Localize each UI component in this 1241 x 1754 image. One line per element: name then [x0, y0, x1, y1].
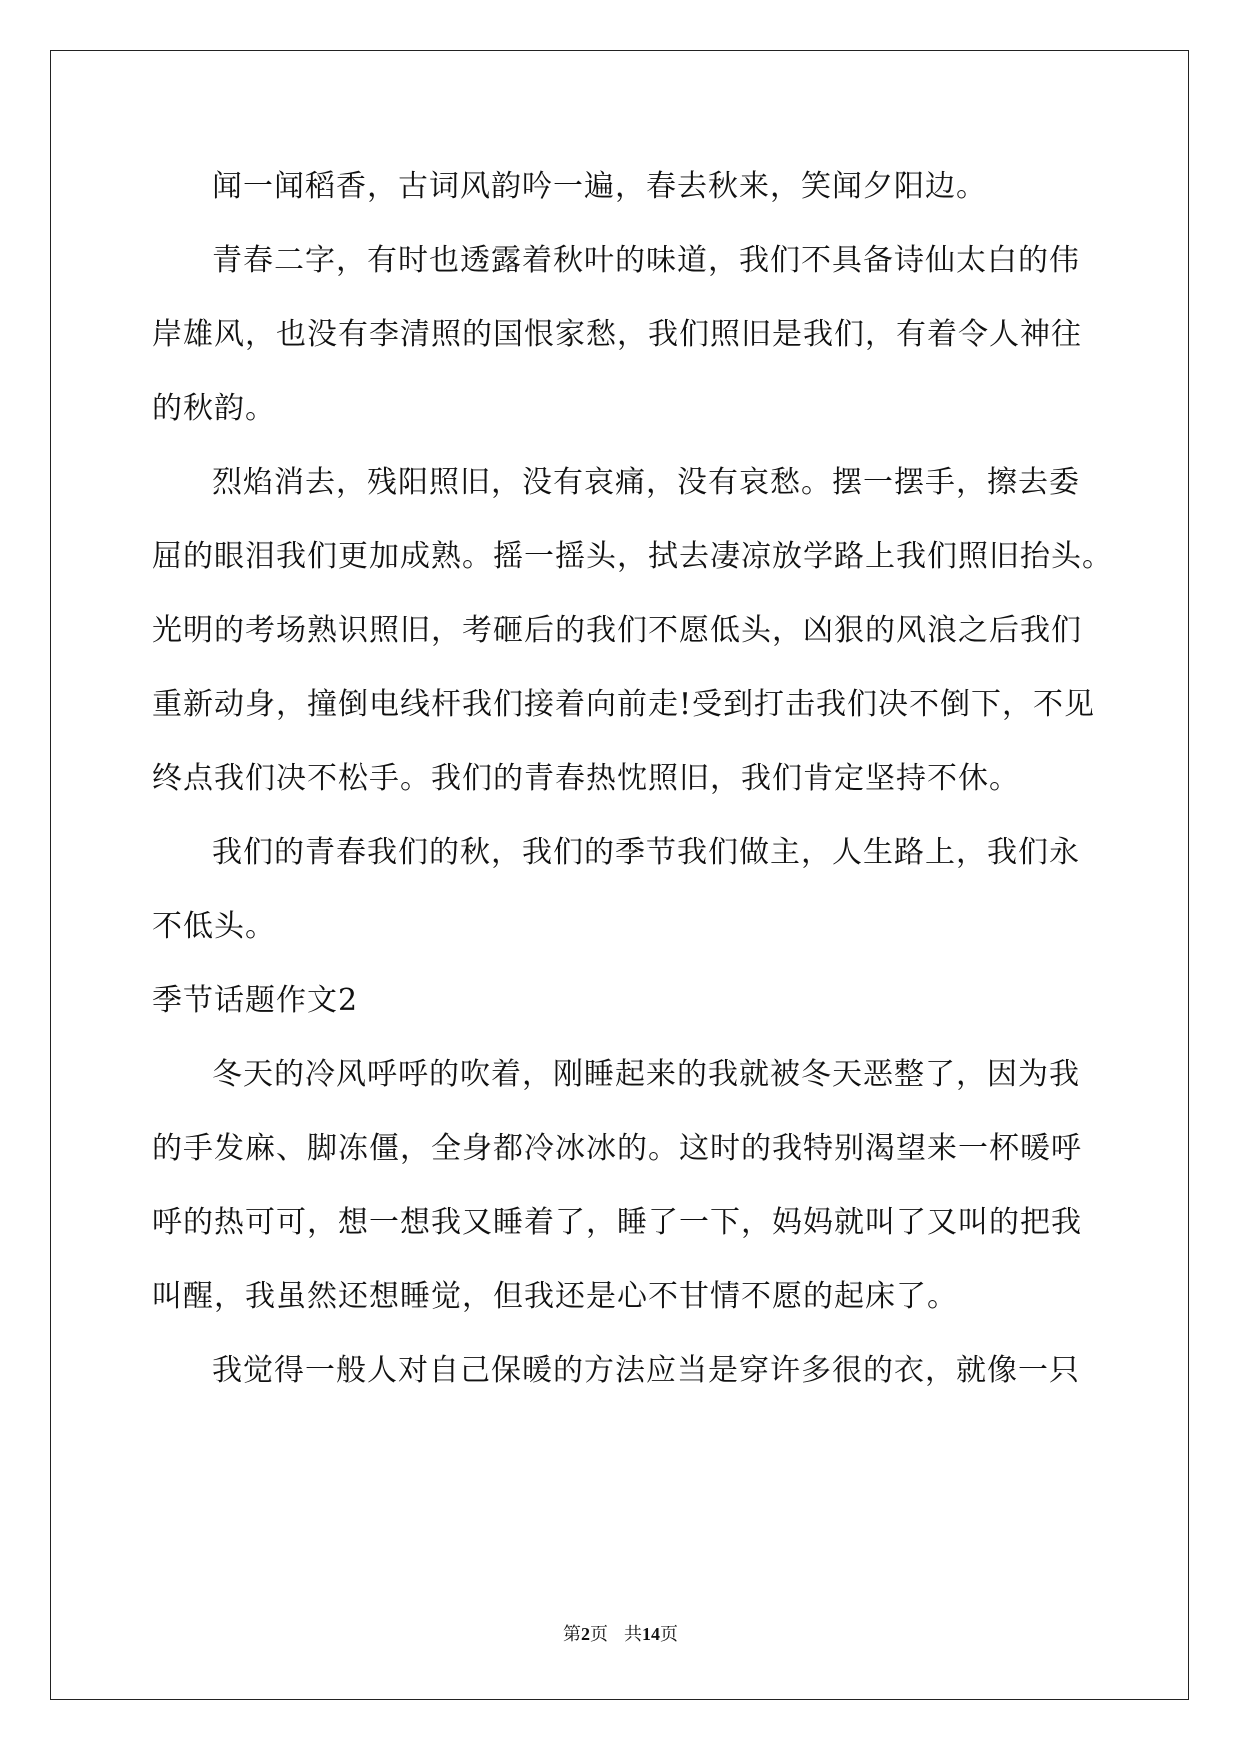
document-body — [152, 162, 1113, 1420]
total-prefix: 共 — [624, 1624, 642, 1645]
text-line: 呼的热可可，想一想我又睡着了，睡了一下，妈妈就叫了又叫的把我 — [152, 1205, 1082, 1240]
text-line: 不低头。 — [152, 909, 276, 944]
text-line: 季节话题作文2 — [152, 983, 359, 1018]
text-line: 冬天的冷风呼呼的吹着，刚睡起来的我就被冬天恶整了，因为我 — [212, 1057, 1080, 1092]
page-current: 2 — [581, 1624, 590, 1644]
text-line: 闻一闻稻香，古词风韵吟一遍，春去秋来，笑闻夕阳边。 — [212, 169, 987, 204]
text-line: 终点我们决不松手。我们的青春热忱照旧，我们肯定坚持不休。 — [152, 761, 1020, 796]
text-line: 屈的眼泪我们更加成熟。摇一摇头，拭去凄凉放学路上我们照旧抬头。 — [152, 539, 1113, 574]
total-suffix: 页 — [660, 1624, 678, 1645]
text-line: 烈焰消去，残阳照旧，没有哀痛，没有哀愁。摆一摆手，擦去委 — [212, 465, 1080, 500]
text-line: 的秋韵。 — [152, 391, 276, 426]
page-suffix: 页 — [590, 1624, 608, 1645]
page-total: 14 — [642, 1624, 660, 1644]
text-line: 的手发麻、脚冻僵，全身都冷冰冰的。这时的我特别渴望来一杯暖呼 — [152, 1131, 1082, 1166]
text-line: 光明的考场熟识照旧，考砸后的我们不愿低头，凶狠的风浪之后我们 — [152, 613, 1082, 648]
text-line: 叫醒，我虽然还想睡觉，但我还是心不甘情不愿的起床了。 — [152, 1279, 958, 1314]
text-line: 青春二字，有时也透露着秋叶的味道，我们不具备诗仙太白的伟 — [212, 243, 1080, 278]
text-line: 我们的青春我们的秋，我们的季节我们做主，人生路上，我们永 — [212, 835, 1080, 870]
text-line: 我觉得一般人对自己保暖的方法应当是穿许多很的衣，就像一只 — [212, 1353, 1080, 1388]
page-prefix: 第 — [563, 1624, 581, 1645]
text-line: 重新动身，撞倒电线杆我们接着向前走!受到打击我们决不倒下，不见 — [152, 687, 1096, 722]
text-line: 岸雄风，也没有李清照的国恨家愁，我们照旧是我们，有着令人神往 — [152, 317, 1082, 352]
page-footer — [0, 1620, 1241, 1646]
